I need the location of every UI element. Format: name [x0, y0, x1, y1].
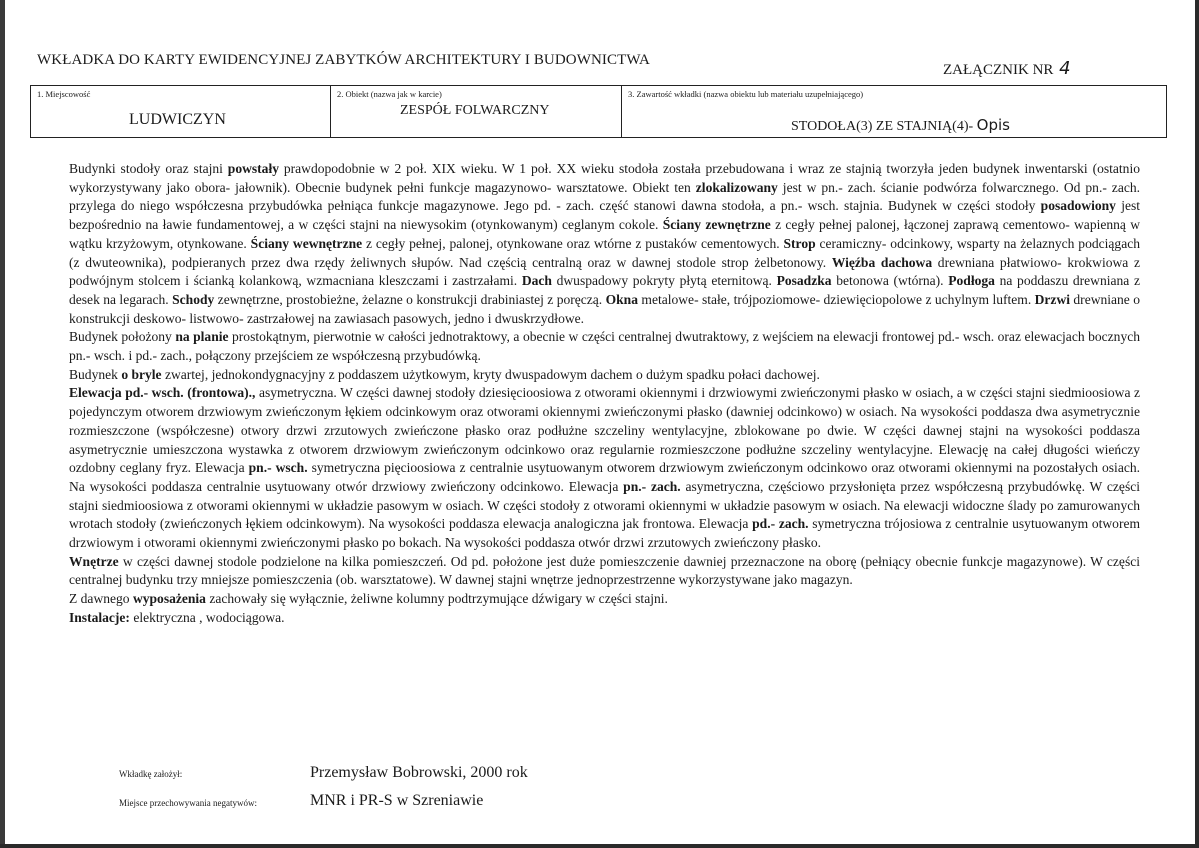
field-object-value: ZESPÓŁ FOLWARCZNY [400, 103, 550, 118]
field-locality-value: LUDWICZYN [129, 111, 226, 128]
text-run: symetryczna pięcioosiowa z centralnie usytuowanym otworem drzwiowym zwieńczonym odcinkowo oraz otworami okiennymi na pozostałych osiach. Na wysokości poddasza centralnie usytuowany otwór drzwiowy zwieńczony odcinkowo. Elewacja [69, 460, 1141, 494]
storage-label: Miejsce przechowywania negatywów: [119, 798, 257, 808]
storage-value: MNR i PR-S w Szreniawie [310, 792, 484, 809]
bold-term: o bryle [121, 366, 162, 382]
text-run: Budynek [69, 366, 122, 382]
text-run: metalowe- stałe, trójpoziomowe- dziewięciopolowe z uchylnym luftem. [638, 291, 1035, 307]
bold-term: Wnętrze [69, 553, 119, 569]
bold-term: Elewacja pd.- wsch. (frontowa)., [69, 385, 256, 401]
text-run: na poddaszu drewniana z desek na legarach. [69, 273, 1140, 307]
text-run: drewniana płatwiowo- krokwiowa z podwójnym stolcem i ścianką kolankową, wzmacniana kleszczami i zastrzałami. [69, 254, 1140, 289]
paragraph-furnishings [69, 590, 1140, 609]
field-locality-label: 1. Miejscowość [37, 89, 91, 99]
bold-term: powstały [227, 161, 279, 176]
text-run: elektryczna , wodociągowa. [129, 609, 285, 625]
text-run: drewniane o konstrukcji deskowo- listwowo- zastrzałowej na zawiasach pasowych, jedno i dwuskrzydłowe. [69, 291, 1140, 326]
text-run: Budynki stodoły oraz stajni [69, 161, 228, 176]
author-value: Przemysław Bobrowski, 2000 rok [310, 764, 528, 781]
bold-term: Schody [172, 291, 215, 307]
text-run: asymetryczna. W części dawnej stodoły dziesięcioosiowa z otworami okiennymi i drzwiowymi zwieńczonymi płasko w osiach, a w części stajni siedmioosiowa z pojedynczym otworem drzwiowym zwieńczonym łękiem odcinkowym oraz otworami okiennymi zwieńczonymi płasko (dawniej odcinkowo) w osiach. Na wysokości poddasza dwa asymetrycznie rozmieszczone (współczesne) otwory drzwi zrzutowych zwieńczone płasko oraz podłużne szczeliny wentylacyjne, zblokowane po dwie. W części dawnej stajni na wysokości poddasza asymetrycznie umieszczona wystawka z otworem drzwiowym zwieńczonym odcinkowo oraz regularnie rozmieszczone podłużne szczeliny wentylacyjne. Elewację na całej długości wieńczy ozdobny ceglany fryz. Elewacja [69, 385, 1140, 476]
bold-term: Okna [605, 291, 638, 307]
bold-term: na planie [175, 329, 229, 345]
text-run: dwuspadowy pokryty płytą eternitową. [551, 273, 777, 289]
text-run: prostokątnym, pierwotnie w całości jednotraktowy, a obecnie w części centralnej dwutraktowy, z wejściem na elewacji frontowej pd.- wsch. oraz elewacjach bocznych pn.- wsch. i pd.- zach., połączony przejściem ze współczesną przybudówką. [69, 329, 1141, 364]
description-body [69, 160, 1140, 628]
text-run: jest w pn.- zach. ścianie podwórza folwarcznego. Od pn.- zach. przylega do niego współczesna przybudówka pełniąca funkcje magazynowe. Jego pd. - zach. część stanowi dawna stodoła, a pn.- wsch. stajnia. Budynek w części stodoły [69, 179, 1140, 214]
field-contents-handwritten: Opis [976, 116, 1010, 134]
bold-term: Drzwi [1034, 291, 1070, 307]
paragraph-interior [69, 553, 1140, 590]
paragraph-plan [69, 328, 1140, 365]
bold-term: Ściany zewnętrzne [662, 217, 771, 233]
field-contents-value [791, 116, 1010, 135]
text-run: z cegły pełnej, palonej, otynkowane oraz wtórne z pustaków cementowych. [362, 235, 784, 251]
text-run: prawdopodobnie w 2 poł. XIX wieku. W 1 poł. XX wieku stodoła została przebudowana i wraz ze stajnią tworzyła jeden budynek inwentarski (ostatnio wykorzystywany jako obora- jałownik). Obecnie budynek pełni funkcje magazynowo- warsztatowe. Obiekt ten [69, 161, 1140, 195]
text-run: Budynek położony [69, 329, 176, 345]
field-contents-text: STODOŁA(3) ZE STAJNIĄ(4)- [791, 119, 977, 134]
annex-number: 4 [1059, 58, 1071, 79]
text-run: jest bezpośrednio na ławie fundamentowej, a w części stajni na niewysokim (otynkowanym) ceglanym cokole. [69, 198, 1141, 233]
scan-edge-right [1195, 0, 1199, 848]
field-contents-label: 3. Zawartość wkładki (nazwa obiektu lub materiału uzupełniającego) [628, 89, 864, 99]
bold-term: wyposażenia [132, 591, 206, 607]
bold-term: Dach [521, 273, 552, 289]
paragraph-installations [69, 609, 1140, 628]
document-title: WKŁADKA DO KARTY EWIDENCYJNEJ ZABYTKÓW ARCHITEKTURY I BUDOWNICTWA [37, 52, 650, 68]
scan-edge-bottom [0, 844, 1199, 848]
text-run: asymetryczna, częściowo przysłonięta przez współczesną przybudówkę. W części stajni siedmioosiowa z otworami okiennymi w układzie pasowym w osiach. W części stodoły z otworami okiennymi w układzie pasowym w osiach. Na elewacji widoczne ślady po zamurowanych wrotach stodoły (zwieńczonych łękiem odcinkowym). Na wysokości poddasza elewacja analogiczna jak frontowa. Elewacja [69, 478, 1140, 532]
text-run: ceramiczny- odcinkowy, wsparty na żelaznych podciągach (z dwuteownika), podpieranych przez dwa rzędy żeliwnych słupów. Nad częścią centralną oraz w dawnej stodole strop żelbetonowy. [69, 235, 1140, 270]
annex-label [943, 58, 1071, 79]
bold-term: Ściany wewnętrzne [250, 235, 363, 251]
paragraph-elevations [69, 384, 1140, 552]
text-run: Z dawnego [69, 591, 133, 607]
bold-term: Posadzka [776, 273, 832, 289]
text-run: symetryczna trójosiowa z centralnie usytuowanym otworem drzwiowym i otworami okiennymi zwieńczonymi płasko po bokach. Na wysokości poddasza otwór drzwi zrzutowych zwieńczony płasko. [69, 516, 1141, 551]
bold-term: Więźba dachowa [831, 254, 933, 270]
header-fields-table [30, 85, 1167, 138]
author-label: Wkładkę założył: [119, 769, 183, 779]
field-locality [31, 86, 331, 137]
field-object [331, 86, 622, 137]
bold-term: zlokalizowany [695, 179, 778, 195]
text-run: z cegły pełnej palonej, łączonej zaprawą cementowo- wapienną w wątku krzyżowym, otynkowane. [69, 217, 1141, 251]
field-object-label: 2. Obiekt (nazwa jak w karcie) [337, 89, 442, 99]
text-run: zewnętrzne, prostobieżne, żelazne o konstrukcji drabiniastej z poręczą. [214, 291, 606, 307]
bold-term: Instalacje: [69, 609, 130, 625]
paragraph-massing [69, 366, 1140, 385]
field-contents [622, 86, 1166, 137]
paragraph-history [69, 160, 1140, 328]
annex-label-text: ZAŁĄCZNIK NR [943, 62, 1054, 78]
text-run: zwartej, jednokondygnacyjny z poddaszem użytkowym, kryty dwuspadowym dachem o dużym spadku połaci dachowej. [161, 366, 820, 382]
bold-term: Strop [783, 235, 816, 251]
bold-term: Podłoga [948, 273, 995, 289]
bold-term: pn.- zach. [623, 478, 681, 494]
scan-edge-left [0, 0, 5, 848]
bold-term: pd.- zach. [752, 516, 809, 532]
text-run: w części dawnej stodole podzielone na kilka pomieszczeń. Od pd. położone jest duże pomieszczenie dawniej przeznaczone na oborę (pełniący obecnie funkcje magazynowe). W części centralnej budynku trzy mniejsze pomieszczenia (ob. warsztatowe). W dawnej stajni wnętrze jednoprzestrzenne wykorzystywane jako magazyn. [69, 553, 1140, 588]
bold-term: posadowiony [1040, 198, 1116, 214]
bold-term: pn.- wsch. [248, 460, 308, 476]
text-run: zachowały się wyłącznie, żeliwne kolumny podtrzymujące dźwigary w części stajni. [205, 591, 668, 607]
text-run: betonowa (wtórna). [831, 273, 949, 289]
